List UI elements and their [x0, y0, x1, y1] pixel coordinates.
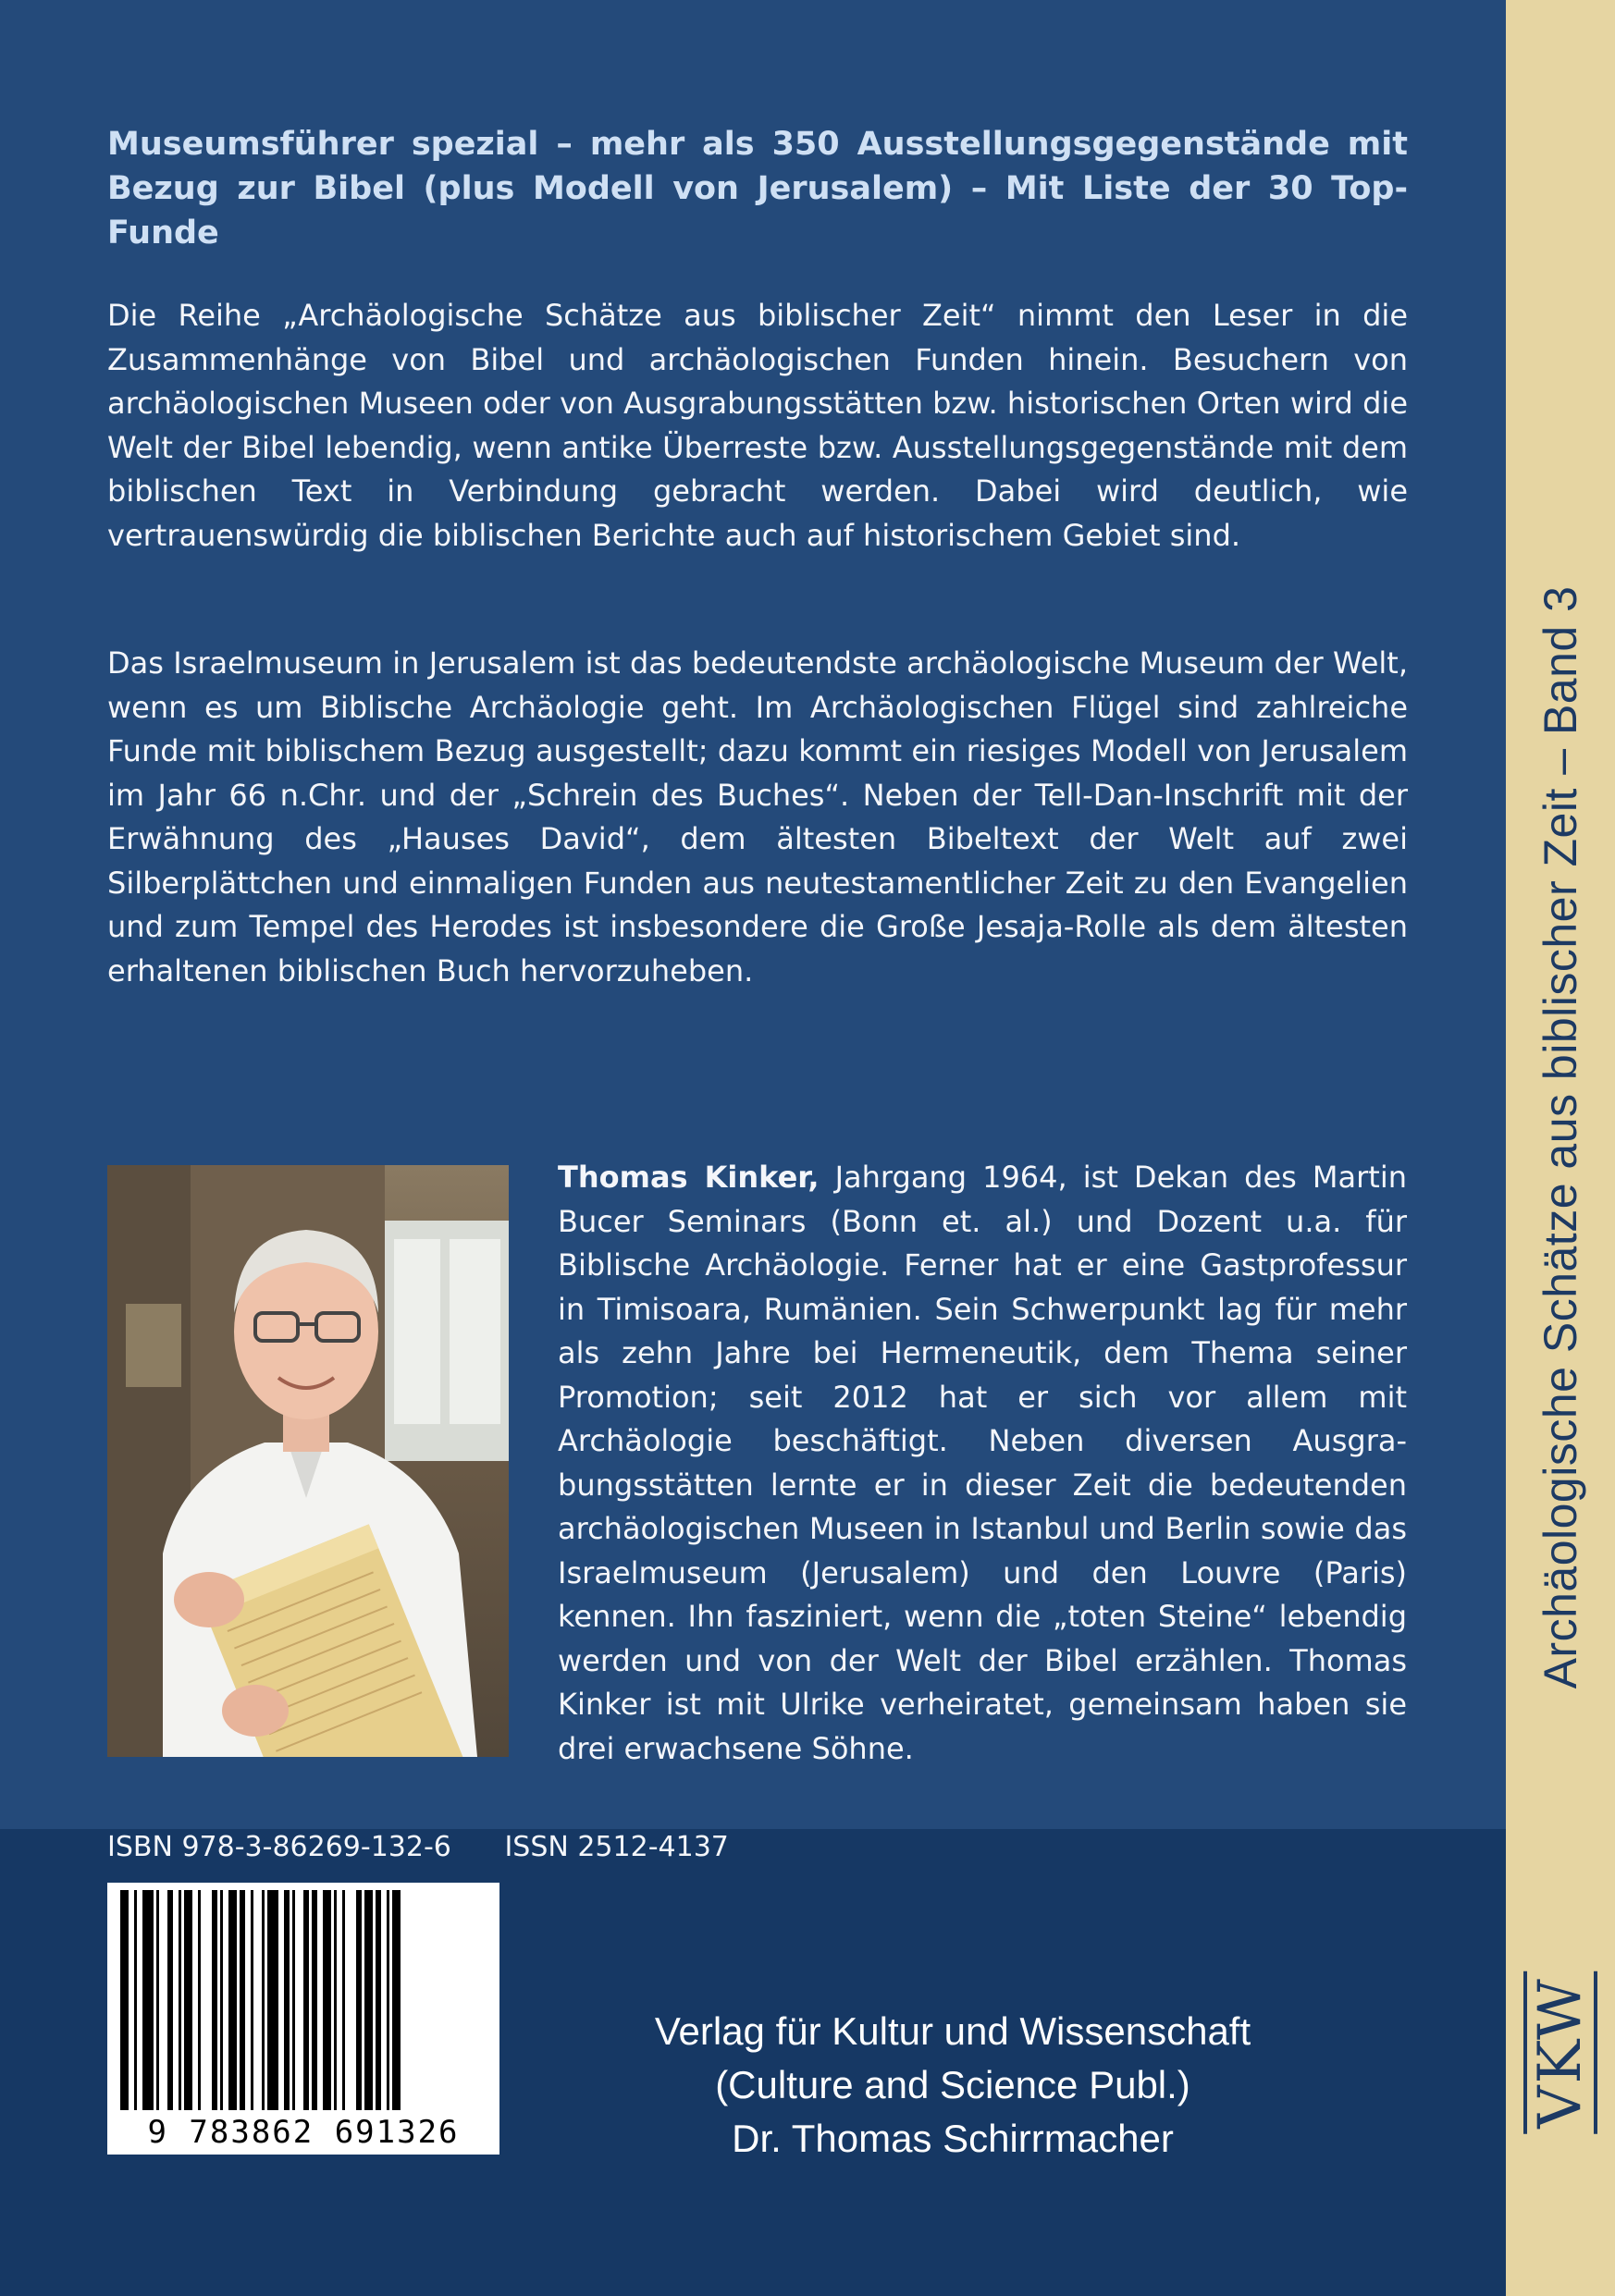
barcode-bar	[292, 1890, 295, 2110]
barcode-bar	[198, 1890, 201, 2110]
intro-paragraph-1: Die Reihe „Archäologische Schätze aus biblischer Zeit“ nimmt den Leser in die Zusammenhänge von Bibel und archäologischen Funden hinein. Besuchern von archäologischen Museen oder von Ausgrabungsstätten bzw. historischen Orten wird die Welt der Bibel lebendig, wenn antike Überreste bzw. Ausstellungsgegenstände mit dem biblischen Text in Verbindung gebracht werden. Dabei wird deutlich, wie vertrauenswürdig die biblischen Berichte auch auf historischem Gebiet sind.	[107, 298, 1408, 553]
barcode-bar	[142, 1890, 154, 2110]
barcode-bar	[220, 1890, 223, 2110]
barcode-bar	[240, 1890, 245, 2110]
barcode-bar	[120, 1890, 129, 2110]
publisher-line-1: Verlag für Kultur und Wissenschaft	[654, 2009, 1251, 2053]
barcode-bar	[156, 1890, 159, 2110]
barcode-bar	[134, 1890, 137, 2110]
barcode-bar	[267, 1890, 278, 2110]
spine-title: Archäologische Schätze aus biblischer Zeit – Band 3	[1535, 585, 1586, 1689]
barcode-digits: 9 783862 691326	[147, 2114, 460, 2151]
author-bio	[558, 1156, 1407, 1771]
author-photo	[107, 1165, 509, 1757]
barcode	[107, 1883, 499, 2155]
barcode-bar	[184, 1890, 192, 2110]
author-bio-text: Jahrgang 1964, ist Dekan des Martin Bucer Seminars (Bonn et. al.) und Dozent u.a. für Biblische Archäologie. Ferner hat er eine Gastprofessur in Timisoara, Rumänien. Sein Schwerpunkt lag für mehr als zehn Jahre bei Hermeneutik, dem Thema seiner Promotion; seit 2012 hat er sich vor allem mit Archäologie beschäftigt. Neben diversen Ausgrabungsstätten lernte er in dieser Zeit die bedeutenden archäologischen Museen in Istanbul und Berlin sowie das Israelmuseum (Jerusalem) und den Louvre (Paris) kennen. Ihn fasziniert, wenn die „toten Steine“ lebendig werden und von der Welt der Bibel erzählen. Thomas Kinker ist mit Ulrike verheiratet, gemeinsam haben sie drei erwachsene Söhne.	[558, 1160, 1407, 1766]
issn-label: ISSN 2512-4137	[504, 1831, 729, 1863]
intro-paragraph-2: Das Israelmuseum in Jerusalem ist das bedeutendste archäologische Museum der Welt, wenn es um Biblische Archäologie geht. Im Archäologischen Flügel sind zahlreiche Funde mit biblischem Bezug ausgestellt; dazu kommt ein riesiges Modell von Jerusalem im Jahr 66 n.Chr. und der „Schrein des Buches“. Neben der Tell-Dan-Inschrift mit der Erwähnung des „Hauses David“, dem ältesten Bibeltext der Welt auf zwei Silberplättchen und einmaligen Funden aus neutestamentlicher Zeit zu den Evangelien und zum Tempel des Herodes ist insbesondere die Große Jesaja-Rolle als dem ältesten erhaltenen biblischen Buch hervorzuheben.	[107, 645, 1408, 988]
publisher-line-3: Dr. Thomas Schirrmacher	[732, 2117, 1174, 2160]
barcode-bar	[356, 1890, 362, 2110]
barcode-bar	[334, 1890, 337, 2110]
barcode-bar	[167, 1890, 173, 2110]
barcode-bar	[212, 1890, 217, 2110]
barcode-bar	[303, 1890, 309, 2110]
isbn-issn-line	[107, 1831, 773, 1863]
publisher-block	[573, 2005, 1332, 2166]
barcode-bar	[342, 1890, 345, 2110]
barcode-bar	[364, 1890, 373, 2110]
barcode-bar	[179, 1890, 181, 2110]
barcode-bar	[376, 1890, 381, 2110]
barcode-bar	[323, 1890, 331, 2110]
headline-line-1: Museumsführer spezial – mehr als 350 Ausstellungsgegenstände mit	[107, 126, 1408, 163]
barcode-bar	[251, 1890, 253, 2110]
headline-line-2: Bezug zur Bibel (plus Modell von Jerusalem) – Mit Liste der 30 Top-Funde	[107, 170, 1408, 252]
barcode-bar	[392, 1890, 401, 2110]
isbn-label: ISBN 978-3-86269-132-6	[107, 1831, 451, 1863]
barcode-bar	[262, 1890, 265, 2110]
author-name: Thomas Kinker,	[558, 1160, 820, 1195]
headline	[107, 122, 1408, 255]
barcode-bar	[312, 1890, 317, 2110]
barcode-bar	[284, 1890, 290, 2110]
barcode-bar	[228, 1890, 237, 2110]
vkw-logo: VKW	[1523, 1971, 1597, 2134]
publisher-line-2: (Culture and Science Publ.)	[715, 2063, 1190, 2106]
barcode-bar	[387, 1890, 389, 2110]
